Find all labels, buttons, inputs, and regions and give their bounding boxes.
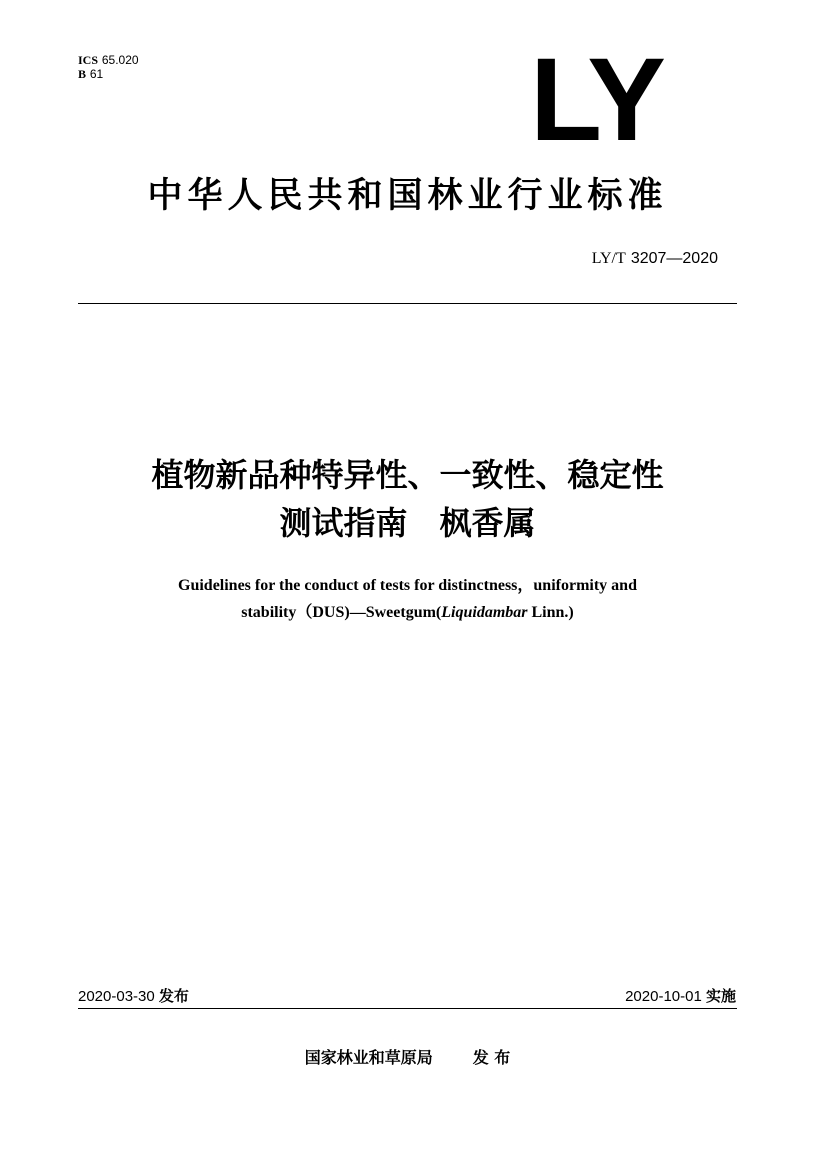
header-divider xyxy=(78,303,737,304)
english-title-line-2-start: stability（DUS)—Sweetgum( xyxy=(241,604,442,621)
classification-codes xyxy=(78,53,139,81)
ccs-label: B xyxy=(78,67,87,81)
release-date-value: 2020-03-30 xyxy=(78,988,155,1005)
english-title-genus: Liquidambar xyxy=(441,604,528,621)
implementation-date xyxy=(625,985,736,1006)
chinese-title-line-2: 测试指南 枫香属 xyxy=(279,504,536,542)
standard-code-prefix: LY/T xyxy=(591,250,626,267)
ccs-code xyxy=(78,67,139,81)
release-date xyxy=(78,985,189,1006)
english-title-line-2 xyxy=(0,600,815,626)
standard-logo: LY xyxy=(530,34,662,166)
english-title-line-1: Guidelines for the conduct of tests for distinctness，uniformity and xyxy=(178,577,637,594)
ics-code xyxy=(78,53,139,67)
implementation-date-value: 2020-10-01 xyxy=(625,988,702,1005)
issuer-org: 国家林业和草原局 xyxy=(304,1048,433,1067)
english-title-line-2-end: Linn.) xyxy=(527,604,574,621)
issuer-action: 发 布 xyxy=(472,1048,511,1067)
ics-value: 65.020 xyxy=(101,53,139,67)
footer-divider xyxy=(78,1008,737,1009)
ics-label: ICS xyxy=(78,53,99,67)
ccs-value: 61 xyxy=(89,67,104,81)
implementation-label: 实施 xyxy=(705,987,736,1005)
issuer xyxy=(0,1045,815,1068)
standard-code-number: 3207—2020 xyxy=(630,250,718,267)
chinese-title-line-1: 植物新品种特异性、一致性、稳定性 xyxy=(151,456,664,494)
release-label: 发布 xyxy=(158,987,189,1005)
standard-code xyxy=(592,248,718,268)
standard-type-title: 中华人民共和国林业行业标准 xyxy=(147,176,668,216)
